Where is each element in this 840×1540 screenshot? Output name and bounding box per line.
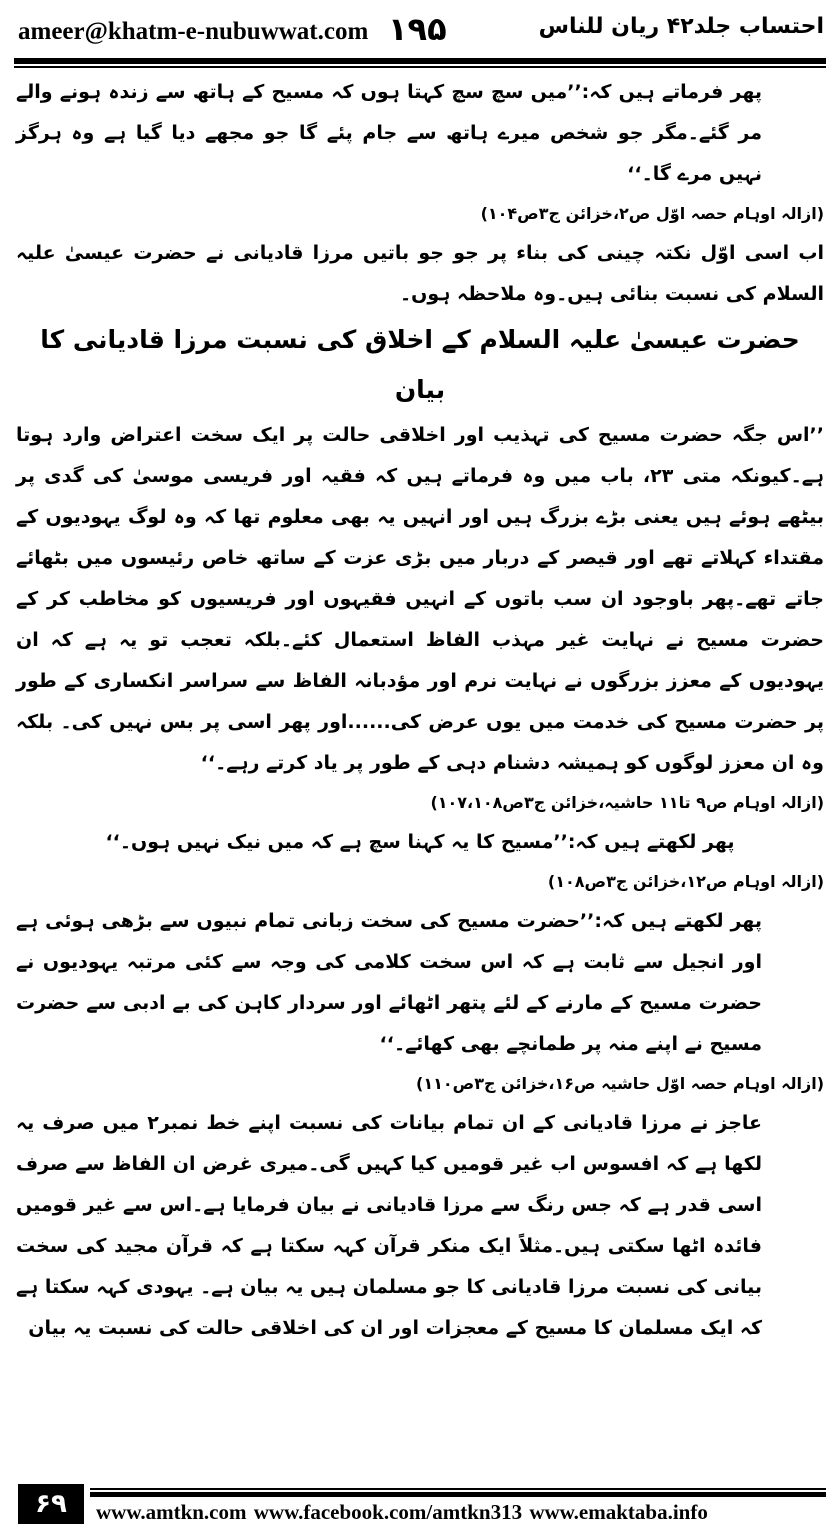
header-book-title: احتساب جلد۴۲ ریان للناس xyxy=(538,14,824,39)
page-header xyxy=(0,0,840,64)
reference-4: (ازالہ اوہام حصہ اوّل حاشیہ ص۱۶،خزائن ج۳ص۱۱۰) xyxy=(416,1074,824,1093)
footer-rule-thin xyxy=(90,1488,826,1490)
header-page-number: ۱۹۵ xyxy=(388,10,447,48)
paragraph-4: پھر لکھتے ہیں کہ:’’مسیح کا یہ کہنا سچ ہے کہ میں نیک نہیں ہوں۔‘‘ xyxy=(105,831,735,853)
header-rule-thick xyxy=(14,58,826,64)
section-heading: حضرت عیسیٰ علیہ السلام کے اخلاق کی نسبت مرزا قادیانی کا بیان xyxy=(40,325,800,404)
paragraph-3: ’’اس جگہ حضرت مسیح کی تہذیب اور اخلاقی حالت پر ایک سخت اعتراض وارد ہوتا ہے۔کیونکہ متی ۲۳، باب میں وہ فرماتے ہیں کہ فقیہ اور فریسی موسیٰ کی گدی پر بیٹھے ہوئے ہیں یعنی بڑے بزرگ ہیں اور انہیں یہ بھی معلوم تھا کہ وہ لوگ یہودیوں کے مقتداء کہلاتے تھے اور قیصر کے دربار میں بڑی عزت کے ساتھ خاص رئیسوں میں بٹھائے جاتے تھے۔پھر باوجود ان سب باتوں کے انہیں فقیہوں اور فریسیوں کو مخاطب کر کے حضرت مسیح نے نہایت غیر مہذب الفاظ استعمال کئے۔بلکہ تعجب تو یہ ہے کہ ان یہودیوں کے معزز بزرگوں نے نہایت نرم اور مؤدبانہ الفاظ سے سراسر انکساری کے طور پر حضرت مسیح کی خدمت میں یوں عرض کی......اور پھر اسی پر بس نہیں کی۔ بلکہ وہ ان معزز لوگوں کو ہمیشہ دشنام دہی کے طور پر یاد کرتے رہے۔‘‘ xyxy=(16,424,824,774)
paragraph-5: پھر لکھتے ہیں کہ:’’حضرت مسیح کی سخت زبانی تمام نبیوں سے بڑھی ہوئی ہے اور انجیل سے ثابت ہے کہ اس سخت کلامی کی وجہ سے کئی مرتبہ یہودیوں نے حضرت مسیح کے مارنے کے لئے پتھر اٹھائے اور سردار کاہن کی بے ادبی سے حضرت مسیح نے اپنے منہ پر طمانچے بھی کھائے۔‘‘ xyxy=(16,910,762,1055)
paragraph-1: پھر فرماتے ہیں کہ:’’میں سچ سچ کہتا ہوں کہ مسیح کے ہاتھ سے زندہ ہونے والے مر گئے۔مگر جو شخص میرے ہاتھ سے جام پئے گا جو مجھے دیا گیا ہے وہ ہرگز نہیں مرے گا۔‘‘ xyxy=(16,81,762,185)
paragraph-6: عاجز نے مرزا قادیانی کے ان تمام بیانات کی نسبت اپنے خط نمبر۲ میں صرف یہ لکھا ہے کہ افسوس اب غیر قومیں کیا کہیں گی۔میری غرض ان الفاظ سے صرف اسی قدر ہے کہ جس رنگ سے مرزا قادیانی نے بیان فرمایا ہے۔اس سے غیر قومیں فائدہ اٹھا سکتی ہیں۔مثلاً ایک منکر قرآن کہہ سکتا ہے کہ قرآن مجید کی سخت بیانی کی نسبت مرزا قادیانی کا جو مسلمان ہیں یہ بیان ہے۔ یہودی کہہ سکتا ہے کہ ایک مسلمان کا مسیح کے معجزات اور ان کی اخلاقی حالت کی نسبت یہ بیان xyxy=(16,1112,762,1339)
paragraph-2: اب اسی اوّل نکتہ چینی کی بناء پر جو جو باتیں مرزا قادیانی نے حضرت عیسیٰ علیہ السلام کی نسبت بنائی ہیں۔وہ ملاحظہ ہوں۔ xyxy=(16,242,824,305)
reference-1: (ازالہ اوہام حصہ اوّل ص۲،خزائن ج۳ص۱۰۴) xyxy=(480,204,824,223)
reference-2: (ازالہ اوہام ص۹ تا۱۱ حاشیہ،خزائن ج۳ص۱۰۷،۱۰۸) xyxy=(430,793,824,812)
page-body xyxy=(16,72,824,1349)
header-rule-thin xyxy=(14,66,826,68)
reference-3: (ازالہ اوہام ص۱۲،خزائن ج۳ص۱۰۸) xyxy=(547,872,824,891)
header-email: ameer@khatm-e-nubuwwat.com xyxy=(18,18,369,45)
footer-page-number: ۶۹ xyxy=(18,1484,84,1524)
footer-rule-thick xyxy=(90,1492,826,1497)
footer-links[interactable]: www.amtkn.com www.facebook.com/amtkn313 www.emaktaba.info xyxy=(96,1500,708,1524)
